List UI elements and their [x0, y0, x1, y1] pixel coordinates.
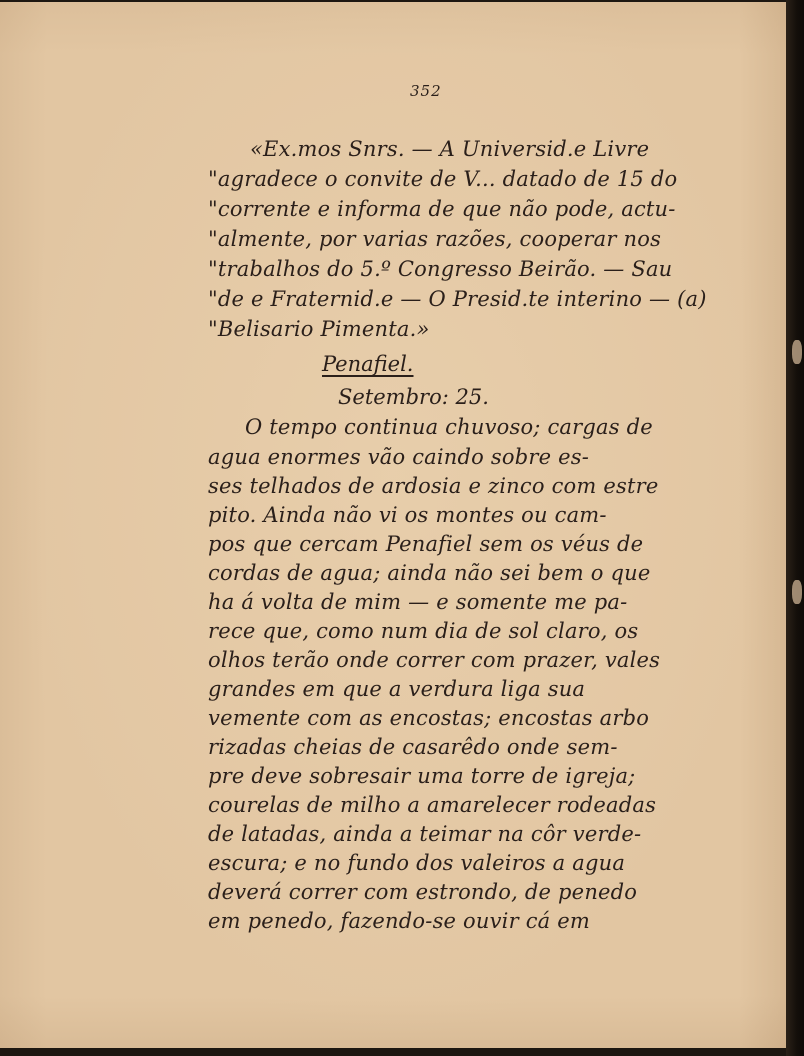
letter-line: "trabalhos do 5.º Congresso Beirão. — Sau: [208, 257, 673, 281]
body-line: grandes em que a verdura liga sua: [208, 677, 586, 701]
body-line: ses telhados de ardosia e zinco com estre: [208, 474, 659, 498]
body-line: agua enormes vão caindo sobre es-: [208, 445, 590, 469]
place-heading: Penafiel.: [322, 352, 414, 376]
body-line: pos que cercam Penafiel sem os véus de: [208, 532, 644, 556]
letter-line: "corrente e informa de que não pode, actu-: [208, 197, 676, 221]
letter-line: "de e Fraternid.e — O Presid.te interino — (a): [208, 287, 707, 311]
body-line: O tempo continua chuvoso; cargas de: [245, 415, 653, 439]
manuscript-page: [0, 2, 787, 1048]
body-line: ha á volta de mim — e somente me pa-: [208, 590, 628, 614]
body-line: rizadas cheias de casarêdo onde sem-: [208, 735, 618, 759]
letter-line: «Ex.mos Snrs. — A Universid.e Livre: [250, 137, 650, 161]
body-line: vemente com as encostas; encostas arbo: [208, 706, 650, 730]
body-line: pito. Ainda não vi os montes ou cam-: [208, 503, 607, 527]
letter-line: "Belisario Pimenta.»: [208, 317, 430, 341]
handwritten-text: [0, 2, 786, 1048]
body-line: pre deve sobresair uma torre de igreja;: [208, 764, 636, 788]
edge-mark: [792, 340, 802, 364]
body-line: de latadas, ainda a teimar na côr verde-: [208, 822, 642, 846]
body-line: olhos terão onde correr com prazer, vales: [208, 648, 661, 672]
letter-line: "almente, por varias razões, cooperar nos: [208, 227, 662, 251]
next-page-edge: [786, 0, 804, 1056]
date-heading: Setembro: 25.: [338, 385, 489, 409]
page-number: 352: [410, 82, 442, 100]
body-line: escura; e no fundo dos valeiros a agua: [208, 851, 626, 875]
body-line: cordas de agua; ainda não sei bem o que: [208, 561, 651, 585]
letter-line: "agradece o convite de V... datado de 15 do: [208, 167, 678, 191]
body-line: deverá correr com estrondo, de penedo: [208, 880, 638, 904]
body-line: rece que, como num dia de sol claro, os: [208, 619, 639, 643]
body-line: em penedo, fazendo-se ouvir cá em: [208, 909, 591, 933]
body-line: courelas de milho a amarelecer rodeadas: [208, 793, 657, 817]
edge-mark: [792, 580, 802, 604]
